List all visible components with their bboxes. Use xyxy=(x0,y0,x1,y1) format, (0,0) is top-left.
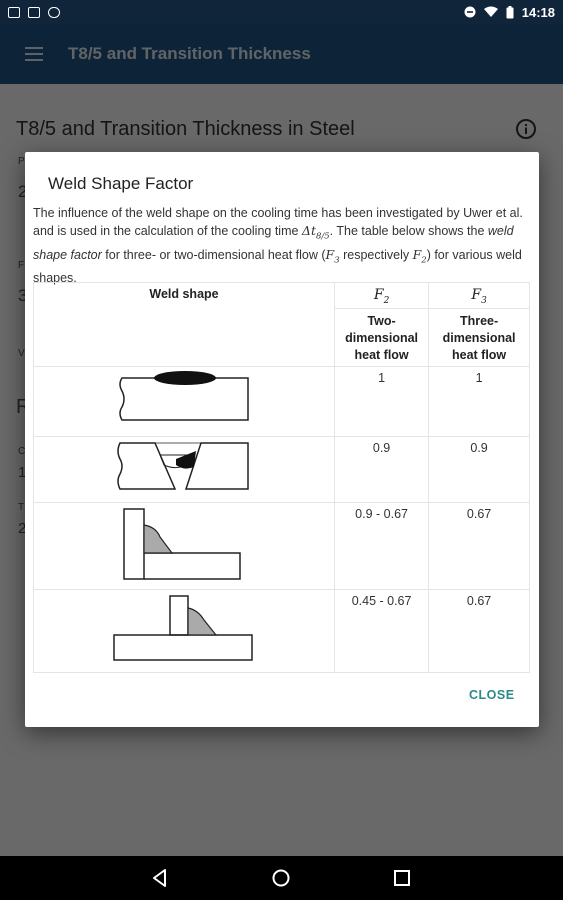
dialog-description xyxy=(33,204,533,287)
weld-shape-factor-dialog xyxy=(25,152,539,727)
status-system xyxy=(464,5,555,20)
f3-value: 0.9 xyxy=(429,437,530,503)
f3-value: 0.67 xyxy=(429,590,530,673)
body-text: respectively xyxy=(339,247,413,262)
header-f3: $F_3$ xyxy=(429,283,530,309)
weld-shape-table xyxy=(33,282,530,673)
v-groove-butt-weld-image xyxy=(34,437,334,499)
header-f2-description: Two- dimensional heat flow xyxy=(335,309,429,367)
f2-value: 1 xyxy=(335,367,429,437)
body-text: . The table below shows the xyxy=(329,224,488,238)
bead-on-plate-weld-image xyxy=(34,367,334,433)
f2-symbol: $F_2$ xyxy=(412,246,427,265)
dialog-title: Weld Shape Factor xyxy=(48,174,194,193)
weld-shape-cell xyxy=(34,503,335,590)
notification-icon xyxy=(8,7,20,18)
body-emphasis: weld shape factor xyxy=(33,224,514,262)
recents-icon[interactable] xyxy=(392,868,412,888)
dnd-icon xyxy=(464,6,476,18)
close-button[interactable]: CLOSE xyxy=(469,688,515,702)
table-row xyxy=(34,590,530,673)
table-row xyxy=(34,503,530,590)
home-icon[interactable] xyxy=(271,868,291,888)
f2-value: 0.45 - 0.67 xyxy=(335,590,429,673)
header-f3-description: Three- dimensional heat flow xyxy=(429,309,530,367)
body-text: for three- or two-dimensional heat flow ( xyxy=(101,247,326,262)
status-bar xyxy=(0,0,563,24)
table-row xyxy=(34,367,530,437)
header-weld-shape: Weld shape xyxy=(34,283,335,367)
table-row xyxy=(34,437,530,503)
status-notifications xyxy=(8,7,60,18)
f3-symbol: $F_3$ xyxy=(325,246,340,265)
notification-icon xyxy=(48,7,60,18)
f3-value: 0.67 xyxy=(429,503,530,590)
t-fillet-weld-image xyxy=(34,590,334,669)
f3-value: 1 xyxy=(429,367,530,437)
corner-fillet-weld-image xyxy=(34,503,334,586)
battery-icon xyxy=(506,6,514,19)
weld-shape-cell xyxy=(34,437,335,503)
weld-shape-cell xyxy=(34,367,335,437)
wifi-icon xyxy=(484,6,498,18)
header-f2: $F_2$ xyxy=(335,283,429,309)
back-icon[interactable] xyxy=(150,868,170,888)
clock: 14:18 xyxy=(521,4,555,20)
body-text: The influence of the weld shape on the cooling time has been investigated by Uwer et al. and is used in the calculation of the cooling time xyxy=(33,206,523,238)
weld-shape-cell xyxy=(34,590,335,673)
navigation-bar xyxy=(0,856,563,900)
delta-t-symbol: $\Delta t_{8/5}$ xyxy=(301,223,330,242)
f2-value: 0.9 xyxy=(335,437,429,503)
notification-icon xyxy=(28,7,40,18)
body-text: ) for various weld shapes. xyxy=(33,247,522,285)
f2-value: 0.9 - 0.67 xyxy=(335,503,429,590)
